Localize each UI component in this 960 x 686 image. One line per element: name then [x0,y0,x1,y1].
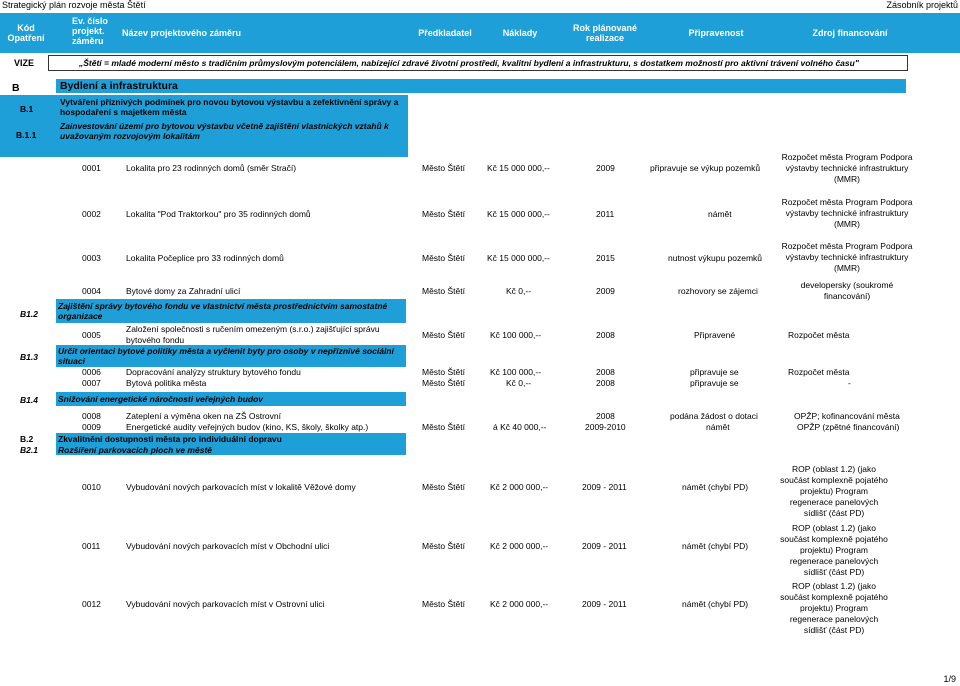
row-predkladatel: Město Štětí [422,422,465,432]
row-nazev: Bytová politika města [126,378,207,388]
row-pripravenost: připravuje se výkup pozemků [650,163,761,173]
row-pripravenost: námět (chybí PD) [682,541,749,551]
row-ev: 0009 [82,422,101,432]
row-zdroj: OPŽP; kofinancování města [794,411,900,421]
row-pripravenost: připravuje se [690,367,739,377]
row-naklady: á Kč 40 000,-- [493,422,547,432]
row-predkladatel: Město Štětí [422,253,465,263]
row-pripravenost: připravuje se [690,378,739,388]
row-nazev: Lokalita pro 23 rodinných domů (směr Stračí) [126,163,297,173]
vize-label: VIZE [13,58,34,68]
column-header-band [0,13,960,53]
row-predkladatel: Město Štětí [422,482,465,492]
row-zdroj: ROP (oblast 1.2) (jako součást komplexně pojatého projektu) Program regenerace panelových sídlišť (část PD) [780,523,888,577]
row-ev: 0008 [82,411,101,421]
row-predkladatel: Město Štětí [422,367,465,377]
document-section-title: Zásobník projektů [886,0,958,10]
row-ev: 0006 [82,367,101,377]
section-b21-title: Rozšíření parkovacích ploch ve městě [58,445,213,455]
row-nazev: Vybudování nových parkovacích míst v lokalitě Věžové domy [126,482,356,492]
document-title: Strategický plán rozvoje města Štětí [2,0,146,10]
row-naklady: Kč 100 000,-- [490,330,542,340]
col-pripravenost: Připravenost [688,28,744,38]
row-zdroj: ROP (oblast 1.2) (jako součást komplexně pojatého projektu) Program regenerace panelových sídlišť (část PD) [780,464,888,518]
row-predkladatel: Město Štětí [422,541,465,551]
row-zdroj: OPŽP (zpětné financování) [797,422,900,432]
section-b2-title: Zkvalitnění dostupnosti města pro individuální dopravu [58,434,282,444]
section-b14-title: Snižování energetické náročnosti veřejných budov [58,394,264,404]
row-naklady: Kč 2 000 000,-- [490,599,549,609]
row-ev: 0011 [82,541,101,551]
row-predkladatel: Město Štětí [422,378,465,388]
row-predkladatel: Město Štětí [422,599,465,609]
section-b13-title: Určit orientaci bytové politiky města a vyčlenit byty pro osoby v nepříznivé sociální situaci [58,346,394,366]
row-ev: 0007 [82,378,101,388]
row-predkladatel: Město Štětí [422,209,465,219]
row-pripravenost: námět (chybí PD) [682,482,749,492]
row-zdroj: Rozpočet města [788,330,850,340]
section-b1-code: B.1 [20,104,34,114]
row-rok: 2009 - 2011 [582,599,627,609]
section-b-code: B [12,82,20,94]
row-ev: 0003 [82,253,101,263]
row-naklady: Kč 0,-- [506,378,532,388]
row-rok: 2009 - 2011 [582,541,627,551]
row-nazev: Dopracování analýzy struktury bytového fondu [126,367,301,377]
row-zdroj: - [848,378,851,388]
row-nazev: Bytové domy za Zahradní ulicí [126,286,241,296]
col-rok: Rok plánované realizace [572,23,637,43]
row-rok: 2011 [596,209,615,219]
row-pripravenost: nutnost výkupu pozemků [668,253,763,263]
page-header [0,0,960,12]
section-b-title: Bydlení a infrastruktura [60,80,178,92]
row-zdroj: Rozpočet města Program Podpora výstavby technické infrastruktury (MMR) [781,152,913,184]
row-ev: 0012 [82,599,101,609]
row-rok: 2008 [596,411,615,421]
row-nazev: Lokalita Počeplice pro 33 rodinných domů [126,253,284,263]
section-b11-code: B.1.1 [16,130,37,140]
page-number: 1/9 [943,674,956,684]
row-naklady: Kč 2 000 000,-- [490,541,549,551]
row-nazev: Lokalita "Pod Traktorkou" pro 35 rodinných domů [126,209,311,219]
row-pripravenost: podána žádost o dotaci [670,411,758,421]
row-zdroj: developersky (soukromé financování) [800,280,894,301]
row-zdroj: ROP (oblast 1.2) (jako součást komplexně pojatého projektu) Program regenerace panelových sídlišť (část PD) [780,581,888,635]
row-nazev: Vybudování nových parkovacích míst v Ostrovní ulici [126,599,325,609]
row-rok: 2015 [596,253,615,263]
section-b-band [56,79,906,93]
col-nazev: Název projektového záměru [122,28,242,38]
row-naklady: Kč 100 000,-- [490,367,542,377]
row-rok: 2009 [596,286,615,296]
section-b21-code: B2.1 [20,445,38,455]
section-b12-code: B1.2 [20,309,38,319]
row-ev: 0002 [82,209,101,219]
row-naklady: Kč 15 000 000,-- [487,163,550,173]
row-pripravenost: námět [708,209,732,219]
row-zdroj: Rozpočet města Program Podpora výstavby technické infrastruktury (MMR) [781,241,913,273]
section-b2-code: B.2 [20,434,34,444]
row-rok: 2009 [596,163,615,173]
row-pripravenost: Připravené [694,330,736,340]
col-zdroj: Zdroj financování [812,28,888,38]
row-zdroj: Rozpočet města Program Podpora výstavby technické infrastruktury (MMR) [781,197,913,229]
row-predkladatel: Město Štětí [422,330,465,340]
section-b13-code: B1.3 [20,352,38,362]
row-pripravenost: rozhovory se zájemci [678,286,758,296]
row-rok: 2009 - 2011 [582,482,627,492]
row-rok: 2009-2010 [585,422,626,432]
section-b14-code: B1.4 [20,395,38,405]
col-naklady: Náklady [502,28,538,38]
section-b12-title: Zajištění správy bytového fondu ve vlastnictví města prostřednictvím samostatné organizace [58,301,388,321]
row-rok: 2008 [596,378,615,388]
col-kod: Kód Opatření [7,23,45,43]
row-naklady: Kč 2 000 000,-- [490,482,549,492]
col-predkladatel: Předkladatel [418,28,472,38]
row-pripravenost: námět (chybí PD) [682,599,749,609]
row-ev: 0005 [82,330,101,340]
row-naklady: Kč 0,-- [506,286,532,296]
row-ev: 0010 [82,482,101,492]
row-nazev: Vybudování nových parkovacích míst v Obchodní ulici [126,541,330,551]
vize-text: „Štětí = mladé moderní město s tradičním průmyslovým potenciálem, nabízející zdravé životní prostředí, kvalitní bydlení a infrastrukturu, s dostatkem možností pro aktivní trávení volného času" [48,55,908,71]
row-rok: 2008 [596,330,615,340]
row-ev: 0001 [82,163,101,173]
section-b11-title: Zainvestování území pro bytovou výstavbu včetně zajištění vlastnických vztahů k uvažovaným rozvojovým lokalitám [60,121,389,141]
section-b1-title: Vytváření příznivých podmínek pro novou bytovou výstavbu a zefektivnění správy a hospodaření s majetkem města [60,97,399,117]
row-predkladatel: Město Štětí [422,286,465,296]
row-nazev: Založení společnosti s ručením omezeným (s.r.o.) zajišťující správu bytového fondu [126,324,380,345]
col-ev: Ev. číslo projekt. záměru [72,16,108,46]
row-naklady: Kč 15 000 000,-- [487,209,550,219]
row-nazev: Zateplení a výměna oken na ZŠ Ostrovní [126,411,281,421]
row-rok: 2008 [596,367,615,377]
row-zdroj: Rozpočet města [788,367,850,377]
row-nazev: Energetické audity veřejných budov (kino, KS, školy, školky atp.) [126,422,369,432]
row-naklady: Kč 15 000 000,-- [487,253,550,263]
row-ev: 0004 [82,286,101,296]
row-pripravenost: námět [706,422,730,432]
row-predkladatel: Město Štětí [422,163,465,173]
